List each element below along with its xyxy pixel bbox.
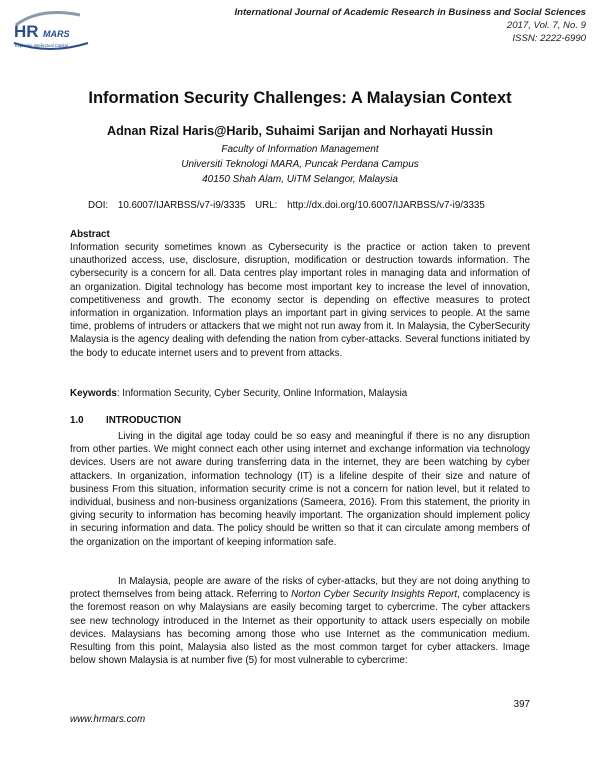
logo-tagline: Exploring Intellectual Capital xyxy=(15,43,68,48)
paper-title: Information Security Challenges: A Malaysian Context xyxy=(88,89,512,107)
keywords-text: : Information Security, Cyber Security, Online Information, Malaysia xyxy=(116,388,408,399)
section-title: INTRODUCTION xyxy=(106,415,182,426)
para2-report-title: Norton Cyber Security Insights Report xyxy=(291,589,458,601)
journal-issn: ISSN: 2222-6990 xyxy=(512,33,586,44)
abstract-text: Information security sometimes known as Cybersecurity is the practice or action taken to prevent unauthorized access, use, disclosure, disruption, modification or destruction towards information. The cybersecurity is a concern for all. Data centres play important roles in managing data and information of an organization. Digital technology has become most important key to increase the level of innovation, competitiveness and growth. The economy sector is depending on effective measures to protect information in organization. Information plays an important part in giving services to people. At the same time, problems of intruders or attackers that we might not run away from it. In Malaysia, the CyberSecurity Malaysia is the agency dealing with defending the nation from cyber-attacks. Several functions initiated by the body to educate internet users and to prevent from attacks. xyxy=(70,242,530,359)
keywords-line xyxy=(70,387,530,400)
section-heading xyxy=(70,415,181,426)
logo-main-text: HR xyxy=(14,22,39,41)
para2-part-b: , complacency is the foremost reason on why Malaysians are easily becoming target to cybercrime. The cyber attackers see new technology introduced in the Internet as their opportunity to attack users especially on mobile devices. Malaysians has becoming among those who use Internet as the communication medium. Resulting from this point, Malaysia also listed as the most common target for cyber attackers. Image below shown Malaysia is at number five (5) for most vulnerable to cybercrime: xyxy=(70,589,530,667)
footer-url[interactable]: www.hrmars.com xyxy=(70,714,146,725)
affiliation-line-2: Universiti Teknologi MARA, Puncak Perdana Campus xyxy=(181,159,419,170)
affiliation xyxy=(0,142,600,187)
doi-label: DOI: xyxy=(88,200,109,211)
journal-header xyxy=(234,6,586,45)
doi-line xyxy=(88,200,491,211)
paper-authors: Adnan Rizal Haris@Harib, Suhaimi Sarijan and Norhayati Hussin xyxy=(107,124,493,138)
affiliation-line-1: Faculty of Information Management xyxy=(221,144,379,155)
doi-value[interactable]: 10.6007/IJARBSS/v7-i9/3335 xyxy=(117,200,246,211)
para2-part-a: In Malaysia, people are aware of the risks of cyber-attacks, but they are not doing anything to protect themselves from being attack. Referring to xyxy=(70,576,530,601)
section-number: 1.0 xyxy=(70,415,84,426)
intro-paragraph-1: Living in the digital age today could be so easy and meaningful if there is no any disruption from other parties. We might connect each other using internet and exchange information via technology devices. Users are not aware during transferring data in the internet, they are been watching by cyber attackers. In organization, information technology (IT) is a lifeline despite of their size and nature of business From this situation, information security crime is not a concern for nation level, but it related to individual, business and non-business organizations (Sameera, 2016). From this statement, the priority in giving security to information has becoming heavily important. The organization should implement policy in securing information and data. The policy should be written so that it can circulate among members of the organization on the important of keeping information safe. xyxy=(70,431,530,548)
affiliation-line-3: 40150 Shah Alam, UiTM Selangor, Malaysia xyxy=(202,174,398,185)
page-number: 397 xyxy=(513,699,530,710)
intro-paragraph-2 xyxy=(70,575,530,667)
journal-volume: 2017, Vol. 7, No. 9 xyxy=(506,20,586,31)
keywords-label: Keywords xyxy=(70,388,117,399)
journal-name: International Journal of Academic Research in Business and Social Sciences xyxy=(234,7,586,18)
hrmars-logo xyxy=(10,9,120,53)
abstract-heading: Abstract xyxy=(70,229,110,240)
url-label: URL: xyxy=(255,200,278,211)
logo-sub-text: MARS xyxy=(43,29,70,39)
url-value[interactable]: http://dx.doi.org/10.6007/IJARBSS/v7-i9/3335 xyxy=(287,200,485,211)
